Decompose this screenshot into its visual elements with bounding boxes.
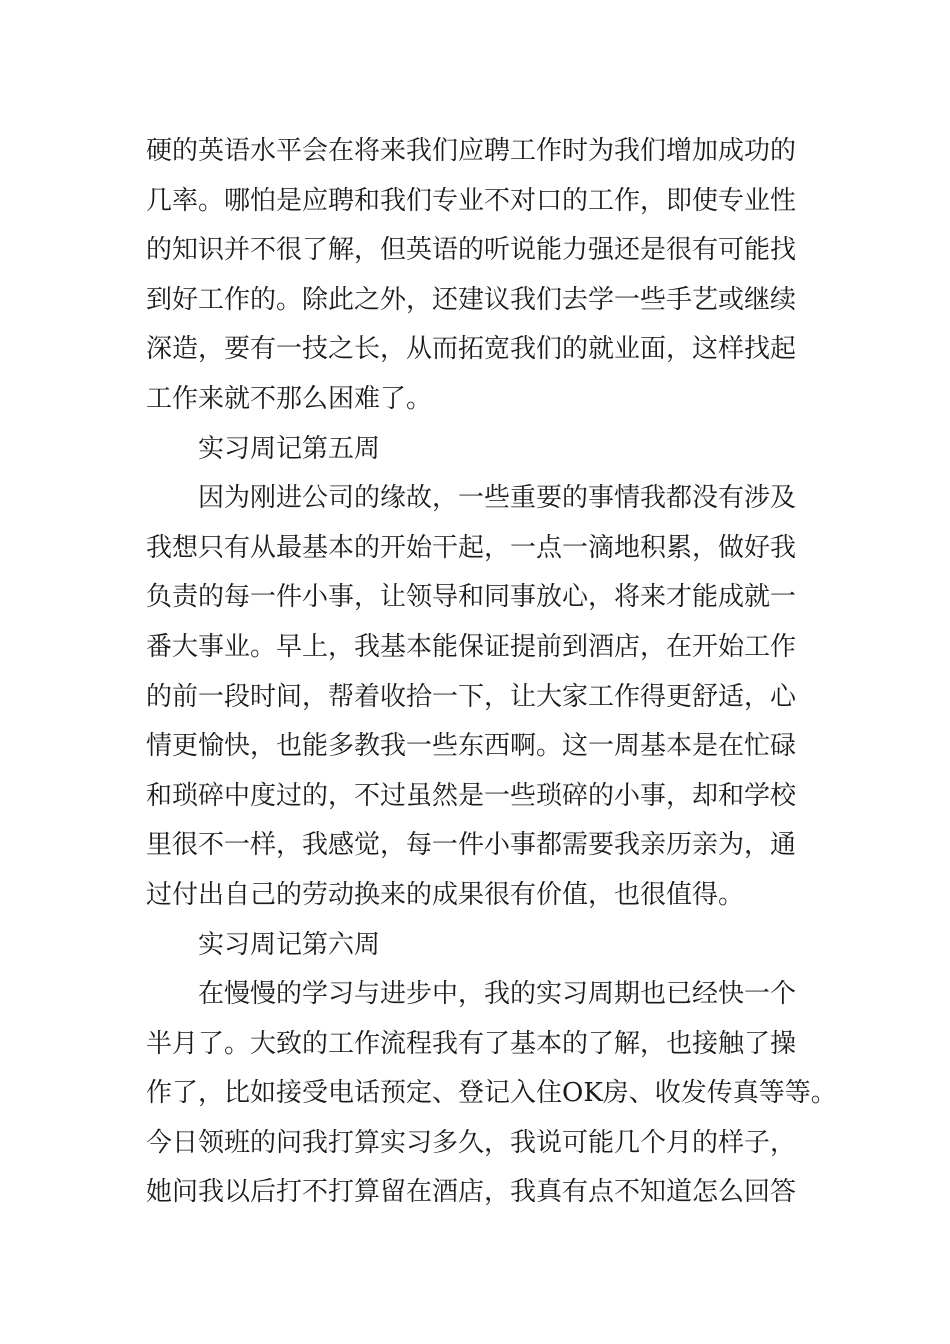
text-line: 情更愉快，也能多教我一些东西啊。这一周基本是在忙碌: [146, 731, 797, 762]
text-line: 她问我以后打不打算留在酒店，我真有点不知道怎么回答: [146, 1177, 797, 1208]
text-line: 深造，要有一技之长，从而拓宽我们的就业面，这样找起: [146, 334, 797, 365]
text-line: 几率。哪怕是应聘和我们专业不对口的工作，即使专业性: [146, 185, 797, 216]
section-heading-week-6: 实习周记第六周: [198, 929, 381, 960]
paragraph-first-line: 在慢慢的学习与进步中，我的实习周期也已经快一个: [198, 979, 797, 1010]
text-line: 的前一段时间，帮着收拾一下，让大家工作得更舒适，心: [146, 681, 797, 712]
text-line: 过付出自己的劳动换来的成果很有价值，也很值得。: [146, 879, 745, 910]
text-line: 番大事业。早上，我基本能保证提前到酒店，在开始工作: [146, 631, 797, 662]
text-line: 到好工作的。除此之外，还建议我们去学一些手艺或继续: [146, 284, 797, 315]
paragraph-first-line: 因为刚进公司的缘故，一些重要的事情我都没有涉及: [198, 483, 797, 514]
text-line: 里很不一样，我感觉，每一件小事都需要我亲历亲为，通: [146, 830, 797, 861]
text-line: 和琐碎中度过的，不过虽然是一些琐碎的小事，却和学校: [146, 780, 797, 811]
section-heading-week-5: 实习周记第五周: [198, 433, 381, 464]
text-line: 负责的每一件小事，让领导和同事放心，将来才能成就一: [146, 582, 797, 613]
text-line: 半月了。大致的工作流程我有了基本的了解，也接触了操: [146, 1028, 797, 1059]
text-line: 作了，比如接受电话预定、登记入住OK房、收发传真等等。: [146, 1078, 837, 1109]
text-line: 工作来就不那么困难了。: [146, 383, 433, 414]
body-text: [146, 127, 837, 1218]
text-line: 我想只有从最基本的开始干起，一点一滴地积累，做好我: [146, 532, 797, 563]
text-line: 今日领班的问我打算实习多久，我说可能几个月的样子，: [146, 1127, 797, 1158]
text-line: 的知识并不很了解，但英语的听说能力强还是很有可能找: [146, 235, 797, 266]
text-line: 硬的英语水平会在将来我们应聘工作时为我们增加成功的: [146, 136, 797, 166]
